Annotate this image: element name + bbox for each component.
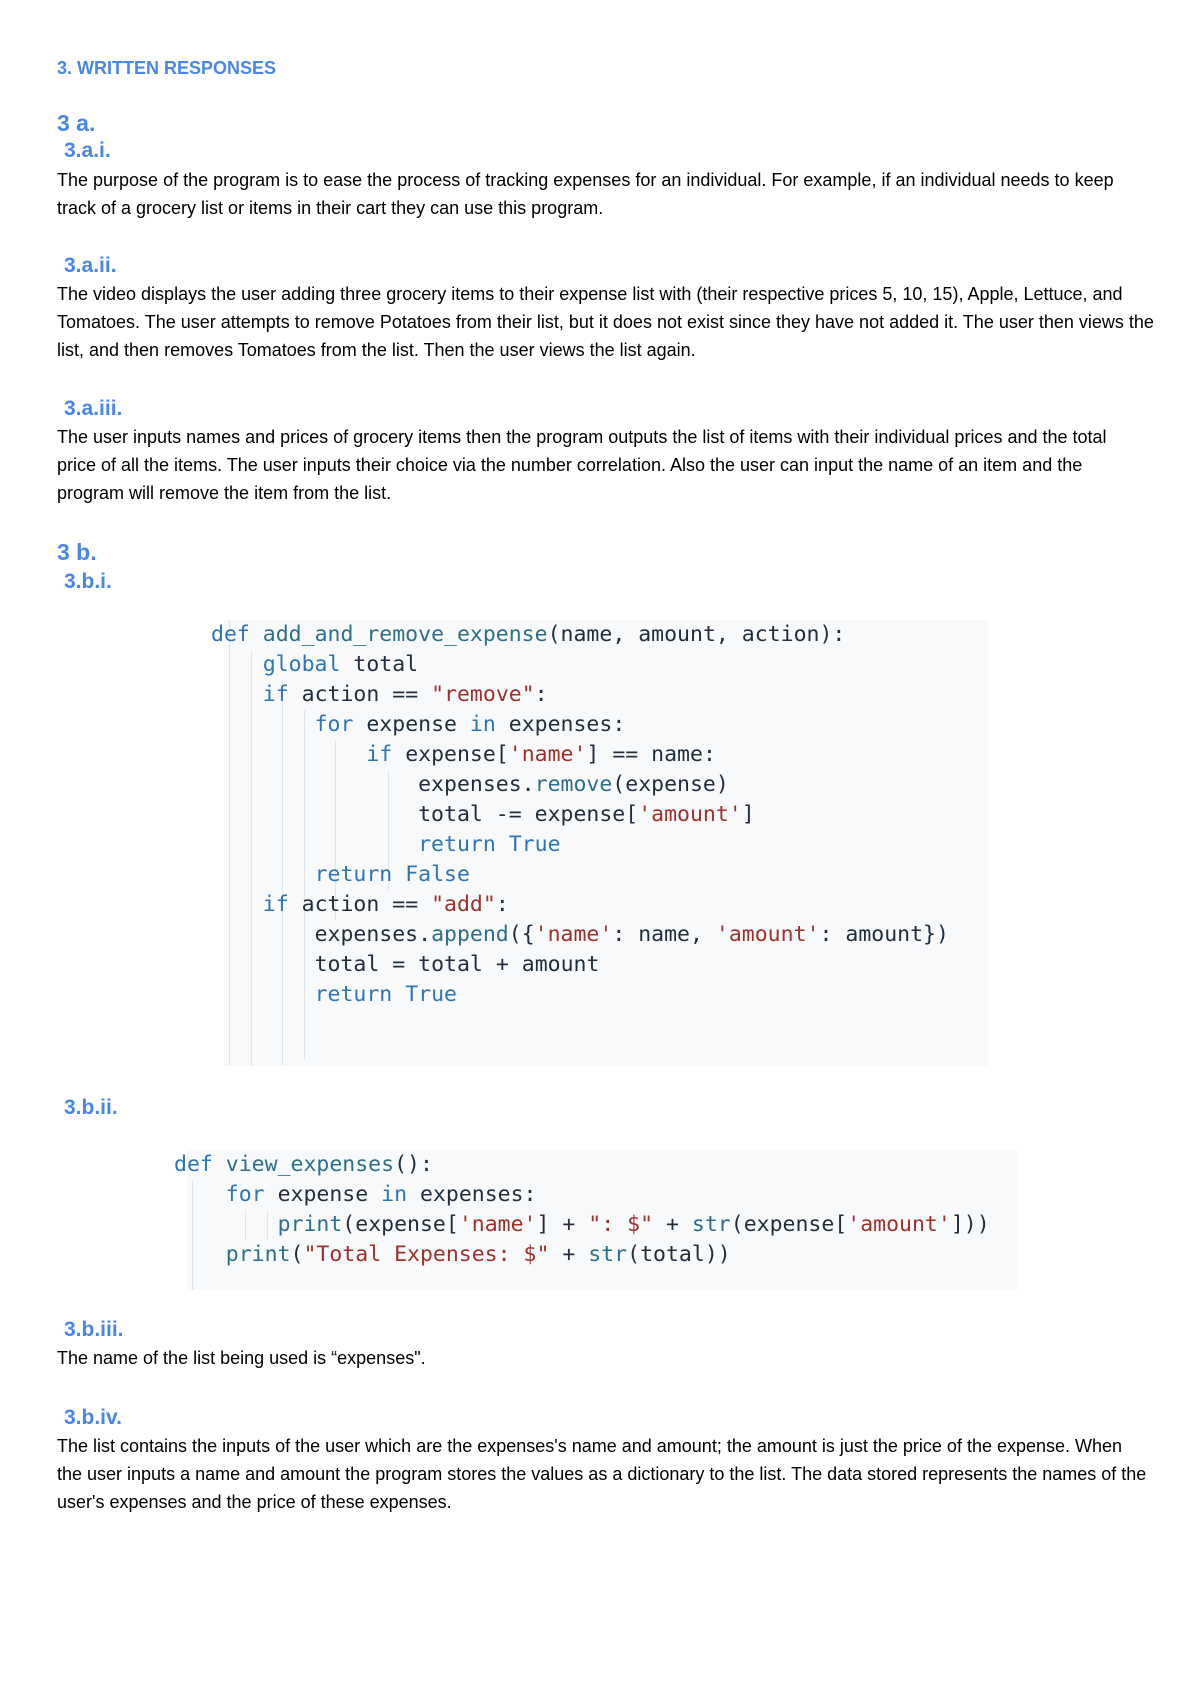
code-line: return True	[314, 982, 457, 1007]
paragraph-3biv: The list contains the inputs of the user which are the expenses's name and amount; the amount is just the price of the expense. When the user inputs a name and amount the program stores the values as a dictionary to the list. The data stored represents the names of the user's expenses and the price of these expenses.	[57, 1436, 1147, 1512]
paragraph-3aiii: The user inputs names and prices of grocery items then the program outputs the list of items with their individual prices and the total price of all the items. The user inputs their choice via the number correlation. Also the user can input the name of an item and the program will remove the item from the list.	[57, 427, 1107, 503]
paragraph-3ai: The purpose of the program is to ease the process of tracking expenses for an individual. For example, if an individual needs to keep track of a grocery list or items in their cart they can use this program.	[57, 170, 1114, 218]
code-line: if action == "remove":	[262, 682, 548, 707]
section-title: 3. WRITTEN RESPONSES	[57, 58, 277, 78]
heading-3biv: 3.b.iv.	[64, 1406, 122, 1429]
heading-3aiii: 3.a.iii.	[64, 397, 123, 420]
paragraph-3biii: The name of the list being used is “expenses".	[57, 1348, 426, 1368]
code-line: print("Total Expenses: $" + str(total))	[225, 1242, 731, 1267]
heading-3b: 3 b.	[57, 539, 97, 565]
heading-3a: 3 a.	[57, 110, 96, 136]
code-line: total = total + amount	[314, 952, 600, 977]
code-line: for expense in expenses:	[225, 1182, 537, 1207]
code-line: print(expense['name'] + ": $" + str(expense['amount']))	[277, 1212, 990, 1237]
code-line: return False	[314, 862, 470, 887]
heading-3ai: 3.a.i.	[64, 139, 111, 162]
code-line: expenses.remove(expense)	[418, 772, 729, 797]
code-line: total -= expense['amount']	[418, 802, 755, 827]
heading-3biii: 3.b.iii.	[64, 1318, 124, 1341]
code-line: for expense in expenses:	[314, 712, 626, 737]
code-block-view-expenses	[174, 1150, 1017, 1290]
code-line: return True	[418, 832, 561, 857]
code-line: if expense['name'] == name:	[366, 742, 716, 767]
code-block-add-remove	[211, 620, 988, 1066]
code-line: global total	[262, 652, 419, 677]
code-line: if action == "add":	[262, 892, 509, 917]
code-line: expenses.append({'name': name, 'amount': amount})	[314, 922, 949, 947]
heading-3bi: 3.b.i.	[64, 570, 112, 593]
heading-3aii: 3.a.ii.	[64, 254, 117, 277]
code-line: def add_and_remove_expense(name, amount, action):	[211, 622, 846, 647]
code-line: def view_expenses():	[174, 1152, 433, 1177]
heading-3bii: 3.b.ii.	[64, 1096, 118, 1119]
paragraph-3aii: The video displays the user adding three grocery items to their expense list with (their respective prices 5, 10, 15), Apple, Lettuce, and Tomatoes. The user attempts to remove Potatoes from their list, but it does not exist since they have not added it. The user then views the list, and then removes Tomatoes from the list. Then the user views the list again.	[57, 284, 1154, 360]
